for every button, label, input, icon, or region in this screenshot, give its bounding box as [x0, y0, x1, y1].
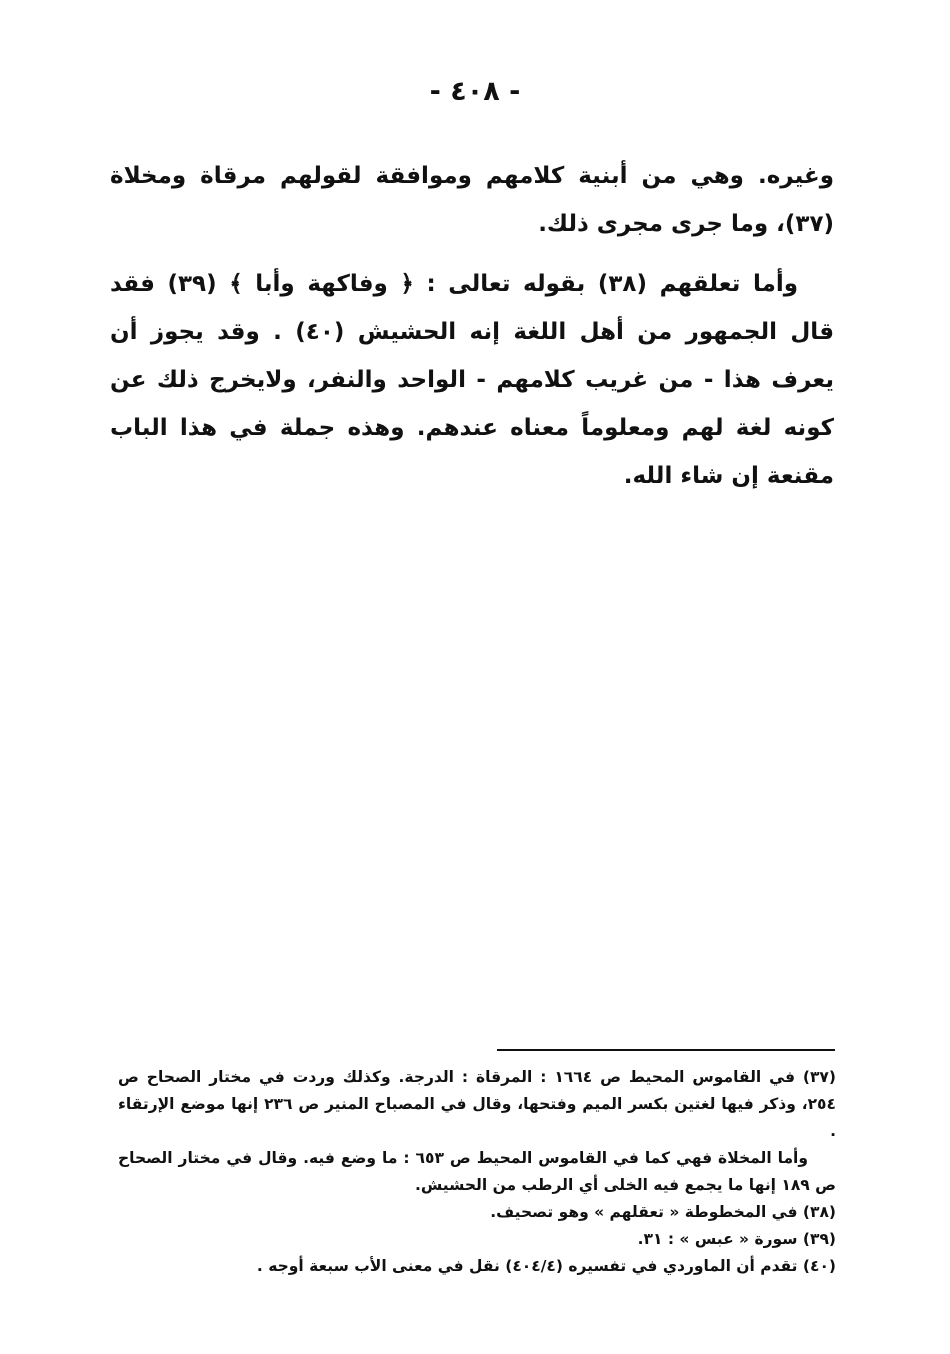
paragraph-1: وغيره. وهي من أبنية كلامهم وموافقة لقولهم مرقاة ومخلاة (٣٧)، وما جرى مجرى ذلك. [110, 163, 834, 237]
footnote-40: (٤٠) تقدم أن الماوردي في تفسيره (٤٠٤/٤) نقل في معنى الأب سبعة أوجه . [256, 1257, 836, 1275]
footnote-37: (٣٧) في القاموس المحيط ص ١٦٦٤ : المرقاة : الدرجة. وكذلك وردت في مختار الصحاح ص ٢٥٤، وذكر فيها لغتين بكسر الميم وفتحها، وقال في المصباح المنير ص ٢٣٦ إنها موضع الإرتقاء . [118, 1068, 836, 1140]
footnote-separator [497, 1049, 835, 1051]
paragraph-2: وأما تعلقهم (٣٨) بقوله تعالى : ﴿ وفاكهة وأبا ﴾ (٣٩) فقد قال الجمهور من أهل اللغة إنه الحشيش (٤٠) . وقد يجوز أن يعرف هذا - من غريب كلامهم - الواحد والنفر، ولايخرج ذلك عن كونه لغة لهم ومعلوماً معناه عندهم. وهذه جملة في هذا الباب مقنعة إن شاء الله. [110, 271, 834, 489]
footnote-37-continuation: وأما المخلاة فهي كما في القاموس المحيط ص ٦٥٣ : ما وضع فيه. وقال في مختار الصحاح ص ١٨٩ إنها ما يجمع فيه الخلى أي الرطب من الحشيش. [118, 1149, 836, 1194]
page-number: - ٤٠٨ - [429, 76, 521, 107]
main-text [110, 152, 834, 500]
footnotes [118, 1064, 836, 1280]
footnote-39: (٣٩) سورة « عبس » : ٣١. [637, 1230, 836, 1248]
footnote-38: (٣٨) في المخطوطة « تعقلهم » وهو تصحيف. [490, 1203, 836, 1221]
